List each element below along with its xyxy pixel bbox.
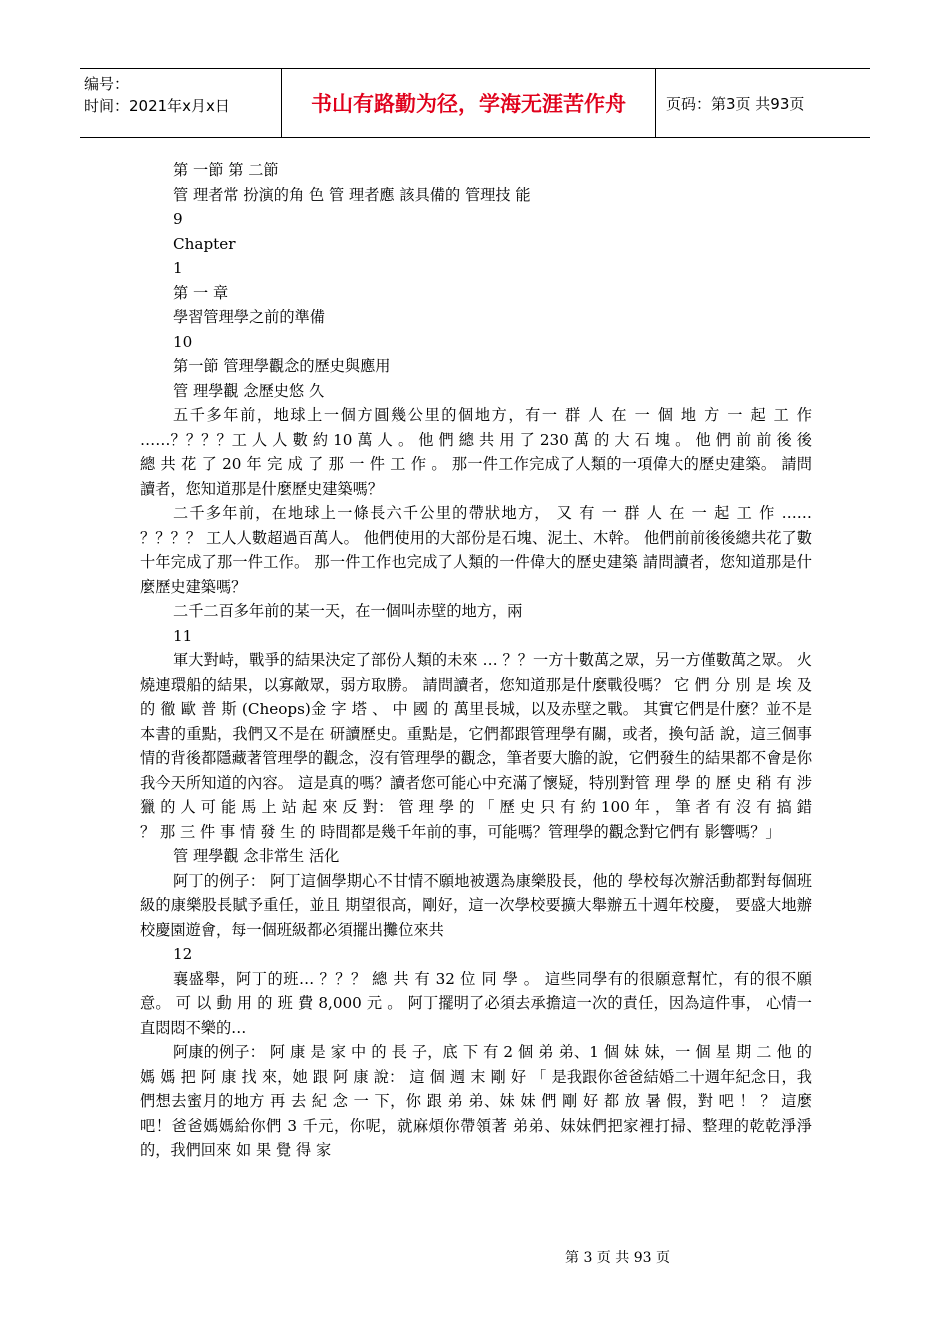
page-mark-10: 10 <box>173 332 193 351</box>
subheading: 管 理學觀 念歷史悠 久 <box>173 381 325 400</box>
header-page-info: 页码：第3页 共93页 <box>666 94 805 113</box>
chapter-heading: 第 一 章 <box>173 283 229 302</box>
header-meta <box>80 69 282 137</box>
paragraph: 襄盛舉，阿丁的班… ？？？ 總 共 有 32 位 同 學 。 這些同學有的很願意幫忙，有的很不願意。 可 以 動 用 的 班 費 8,000 元 。 阿丁擺明了必須去承擔這一次的責任，因為這件事， 心情一直悶悶不樂的… <box>140 969 812 1037</box>
subheading: 管 理學觀 念非常生 活化 <box>173 847 340 865</box>
page-header <box>80 68 870 138</box>
paragraph: 二千多年前，在地球上一條長六千公里的帶狀地方， 又 有 一 群 人 在 一 起 工 作 …… ？？？？ 工人人數超過百萬人。 他們使用的大部份是石塊、泥土、木幹。 他們前前後後總共花了數十年完成了那一件工作。 那一件工作也完成了人類的一件偉大的歷史建築 請問讀者，您知道那是什麼歷史建築嗎？ <box>140 504 812 596</box>
paragraph: 五千多年前，地球上一個方圓幾公里的個地方，有一 群 人 在 一 個 地 方 一 起 工 作 ……？？？？工 人 人 數 約 10 萬 人 。 他 們 總 共 用 了 230 萬 的 大 石 塊 。 他 們 前 前 後 後 總 共 花 了 20 年 完 成 了 那 一 件 工 作 。 那一件工作完成了人類的一項偉大的歷史建築。 請問讀者，您知道那是什麼歷史建築嗎？ <box>140 406 812 498</box>
number-label: 编号： <box>84 75 130 93</box>
paragraph: 阿康的例子： 阿 康 是 家 中 的 長 子，底 下 有 2 個 弟 弟、1 個 妹 妹，一 個 星 期 二 他 的 媽 媽 把 阿 康 找 來，她 跟 阿 康 說： 這 個 週 末 剛 好 「 是我跟你爸爸結婚二十週年紀念日，我們想去蜜月的地方 再 去 紀 念 一 下，你 跟 弟 弟、妹 妹 們 剛 好 都 放 暑 假，對 吧 ！ ？ 這麼吧！爸爸媽媽給你們 3 千元，你呢，就麻煩你帶領著 弟弟、妹妹們把家裡打掃、整理的乾乾淨淨的，我們回來 如 果 覺 得 家 <box>140 1043 812 1159</box>
chapter-number: 1 <box>173 259 183 277</box>
paragraph: 阿丁的例子： 阿丁這個學期心不甘情不願地被選為康樂股長，他的 學校每次辦活動都對每個班級的康樂股長賦予重任，並且 期望很高，剛好，這一次學校要擴大舉辦五十週年校慶， 要盛大地辦校慶園遊會，每一個班級都必須擺出攤位來共 <box>140 871 812 939</box>
time-label: 时间：2021年x月x日 <box>84 97 230 115</box>
header-motto: 书山有路勤为径，学海无涯苦作舟 <box>282 69 656 137</box>
page-mark-12: 12 <box>173 945 193 963</box>
paragraph: 二千二百多年前的某一天，在一個叫赤壁的地方，兩 <box>173 602 523 620</box>
document-body <box>140 158 812 1163</box>
section-list-line: 第 一節 第 二節 <box>173 161 279 179</box>
section-title: 第一節 管理學觀念的歷史與應用 <box>173 357 391 375</box>
page-mark-9: 9 <box>173 210 183 228</box>
chapter-title: 學習管理學之前的準備 <box>173 308 325 326</box>
chapter-label: Chapter <box>173 234 236 253</box>
paragraph: 軍大對峙，戰爭的結果決定了部份人類的未來 … ？？一方十數萬之眾，另一方僅數萬之眾。 火燒連環船的結果，以寡敵眾，弱方取勝。 請問讀者，您知道那是什麼戰役嗎？ 它 們 分 別 是 埃 及 的 徹 歐 普 斯 (Cheops)金 字 塔 、 中 國 的 萬里長城，以及赤壁之戰。 其實它們是什麼？並不是本書的重點，我們又不是在 研讀歷史。重點是，它們都跟管理學有關，或者，換句話 說，這三個事情的背後都隱藏著管理學的觀念，沒有管理學的觀念，筆者要大膽的說，它們發生的結果都不會是你 我今天所知道的內容。 這是真的嗎？讀者您可能心中充滿了懷疑，特別對管 理 學 的 歷 史 稍 有 涉 獵 的 人 可 能 馬 上 站 起 來 反 對： 管 理 學 的 「 歷 史 只 有 約 100 年 ， 筆 者 有 沒 有 搞 錯 ？ 那 三 件 事 情 發 生 的 時間都是幾千年前的事，可能嗎？管理學的觀念對它們有 影響嗎？」 <box>140 651 812 841</box>
page-footer: 第 3 页 共 93 页 <box>565 1250 670 1266</box>
section-titles-line: 管 理者常 扮演的角 色 管 理者應 該具備的 管理技 能 <box>173 185 531 204</box>
page-mark-11: 11 <box>173 626 193 645</box>
